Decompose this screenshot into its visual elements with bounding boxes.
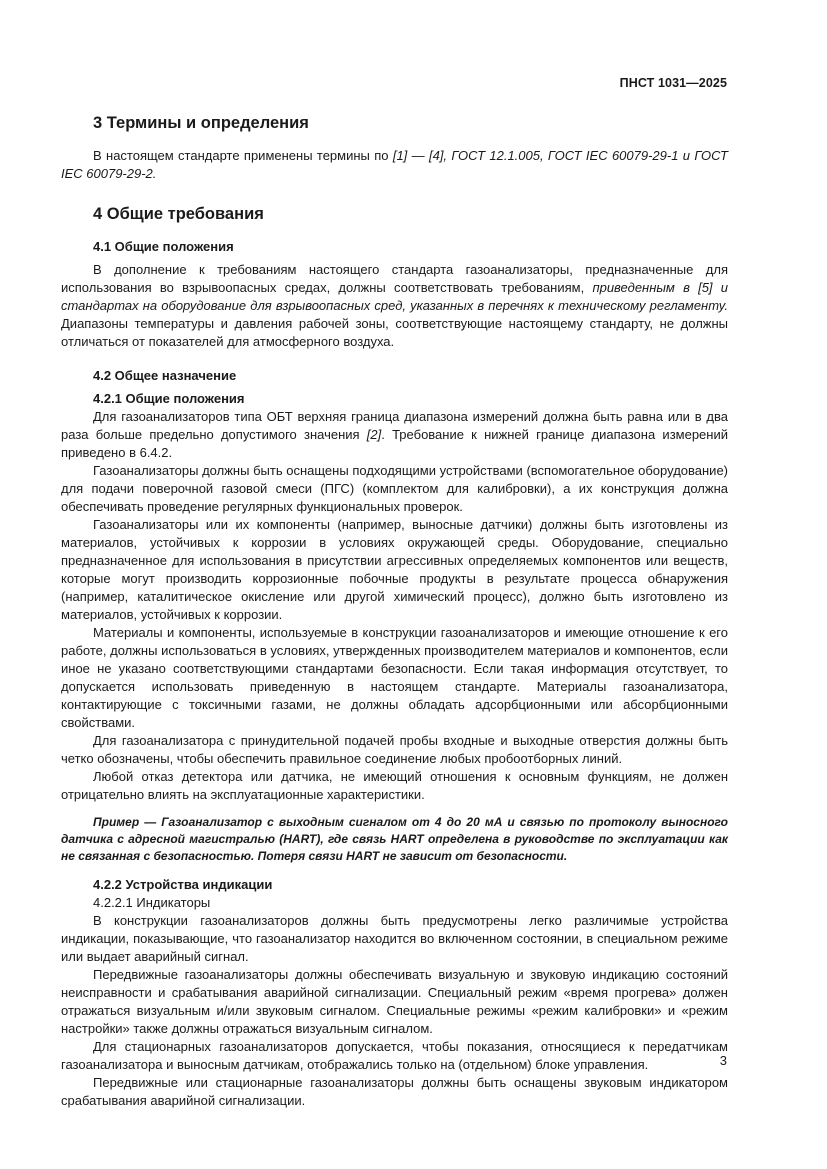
section-4-2-1-paragraph-6: Любой отказ детектора или датчика, не имеющий отношения к основным функциям, не должен отрицательно влиять на эксплуатационные характеристики. — [61, 769, 728, 802]
section-4-2-1-paragraph-1 — [61, 408, 728, 462]
section-4-1-text-a: В дополнение к требованиям настоящего стандарта газоанализаторы, предназначенные для использования во взрывоопасных средах, должны соответствовать требованиям, — [61, 262, 728, 295]
section-4-title: 4 Общие требования — [93, 205, 264, 223]
section-4-1-paragraph — [61, 261, 728, 351]
section-4-2-1-paragraph-3: Газоанализаторы или их компоненты (например, выносные датчики) должны быть изготовлены из материалов, устойчивых к коррозии в условиях окружающей среды. Оборудование, специально предназначенное для использования в присутствии агрессивных определяемых компонентов или веществ, которые могут производить коррозионные побочные продукты в результате процесса обнаружения (например, каталитическое окисление или другой химический процесс), должно быть изготовлено из материалов, устойчивых к коррозии. — [61, 517, 728, 622]
page-number: 3 — [719, 1053, 727, 1068]
page-content — [61, 112, 728, 1110]
section-4-1-text-b: Диапазоны температуры и давления рабочей зоны, соответствующие настоящему стандарту, не должны отличаться от показателей для атмосферного воздуха. — [61, 316, 728, 349]
section-4-2-2-1-paragraph-3: Для стационарных газоанализаторов допускается, чтобы показания, относящиеся к передатчикам газоанализатора и выносным датчикам, отображались только на (отдельном) блоке управления. — [61, 1039, 728, 1072]
section-4-1-text-italic: приведенным в [5] и стандартах на оборудование для взрывоопасных сред, указанных в перечнях к техническому регламенту. — [61, 280, 728, 313]
section-4-2-1-p1-text-a: Для газоанализаторов типа ОБТ верхняя граница диапазона измерений должна быть равна или в два раза больше предельно допустимого значения — [61, 409, 728, 442]
section-3-references: [1] — [4], ГОСТ 12.1.005, ГОСТ IEC 60079-29-1 и ГОСТ IEC 60079-29-2. — [61, 148, 729, 181]
section-4-2-1-title: 4.2.1 Общие положения — [93, 391, 245, 406]
section-4-2-1-p1-ref: [2] — [366, 427, 382, 442]
section-3-text: В настоящем стандарте применены термины по — [93, 148, 393, 163]
section-4-2-title: 4.2 Общее назначение — [93, 368, 237, 383]
section-3-paragraph — [61, 147, 728, 183]
section-4-2-1-paragraph-5: Для газоанализатора с принудительной подачей пробы входные и выходные отверстия должны быть четко обозначены, чтобы обеспечить правильное соединение любых пробоотборных линий. — [61, 733, 728, 766]
section-3-title: 3 Термины и определения — [93, 114, 309, 132]
document-code: ПНСТ 1031—2025 — [619, 76, 727, 90]
section-4-2-2-1-paragraph-4: Передвижные или стационарные газоанализаторы должны быть оснащены звуковым индикатором срабатывания аварийной сигнализации. — [61, 1075, 728, 1108]
section-4-2-1-p1-text-b: . Требование к нижней границе диапазона измерений приведено в 6.4.2. — [61, 427, 728, 460]
example-note: Пример — Газоанализатор с выходным сигналом от 4 до 20 мА и связью по протоколу выносного датчика с адресной магистралью (HART), где связь HART определена в руководстве по эксплуатации как не связанная с безопасностью. Потеря связи HART не зависит от безопасности. — [61, 815, 728, 863]
section-4-2-1-paragraph-2: Газоанализаторы должны быть оснащены подходящими устройствами (вспомогательное оборудование) для подачи поверочной газовой смеси (ПГС) (комплектом для калибровки), а их конструкция должна обеспечивать проведение регулярных функциональных проверок. — [61, 463, 728, 514]
section-4-2-1-paragraph-4: Материалы и компоненты, используемые в конструкции газоанализаторов и имеющие отношение к его работе, должны использоваться в условиях, утвержденных производителем материалов и компонентов, если иное не указано соответствующими стандартами безопасности. Если такая информация отсутствует, то допускается использовать приведенную в настоящем стандарте. Материалы газоанализатора, контактирующие с токсичными газами, не должны обладать адсорбционными или абсорбционными свойствами. — [61, 625, 728, 730]
section-4-1-title: 4.1 Общие положения — [93, 239, 234, 254]
section-4-2-2-title: 4.2.2 Устройства индикации — [93, 877, 273, 892]
section-4-2-2-1-title: 4.2.2.1 Индикаторы — [93, 895, 211, 910]
section-4-2-2-1-paragraph-1: В конструкции газоанализаторов должны быть предусмотрены легко различимые устройства индикации, показывающие, что газоанализатор находится во включенном состоянии, в специальном режиме или выдает аварийный сигнал. — [61, 913, 728, 964]
section-4-2-2-1-paragraph-2: Передвижные газоанализаторы должны обеспечивать визуальную и звуковую индикацию состояний неисправности и срабатывания аварийной сигнализации. Специальный режим «время прогрева» должен отражаться визуальным и/или звуковым сигналом. Специальные режимы «режим калибровки» и «режим настройки» также должны отражаться визуальным сигналом. — [61, 967, 728, 1036]
